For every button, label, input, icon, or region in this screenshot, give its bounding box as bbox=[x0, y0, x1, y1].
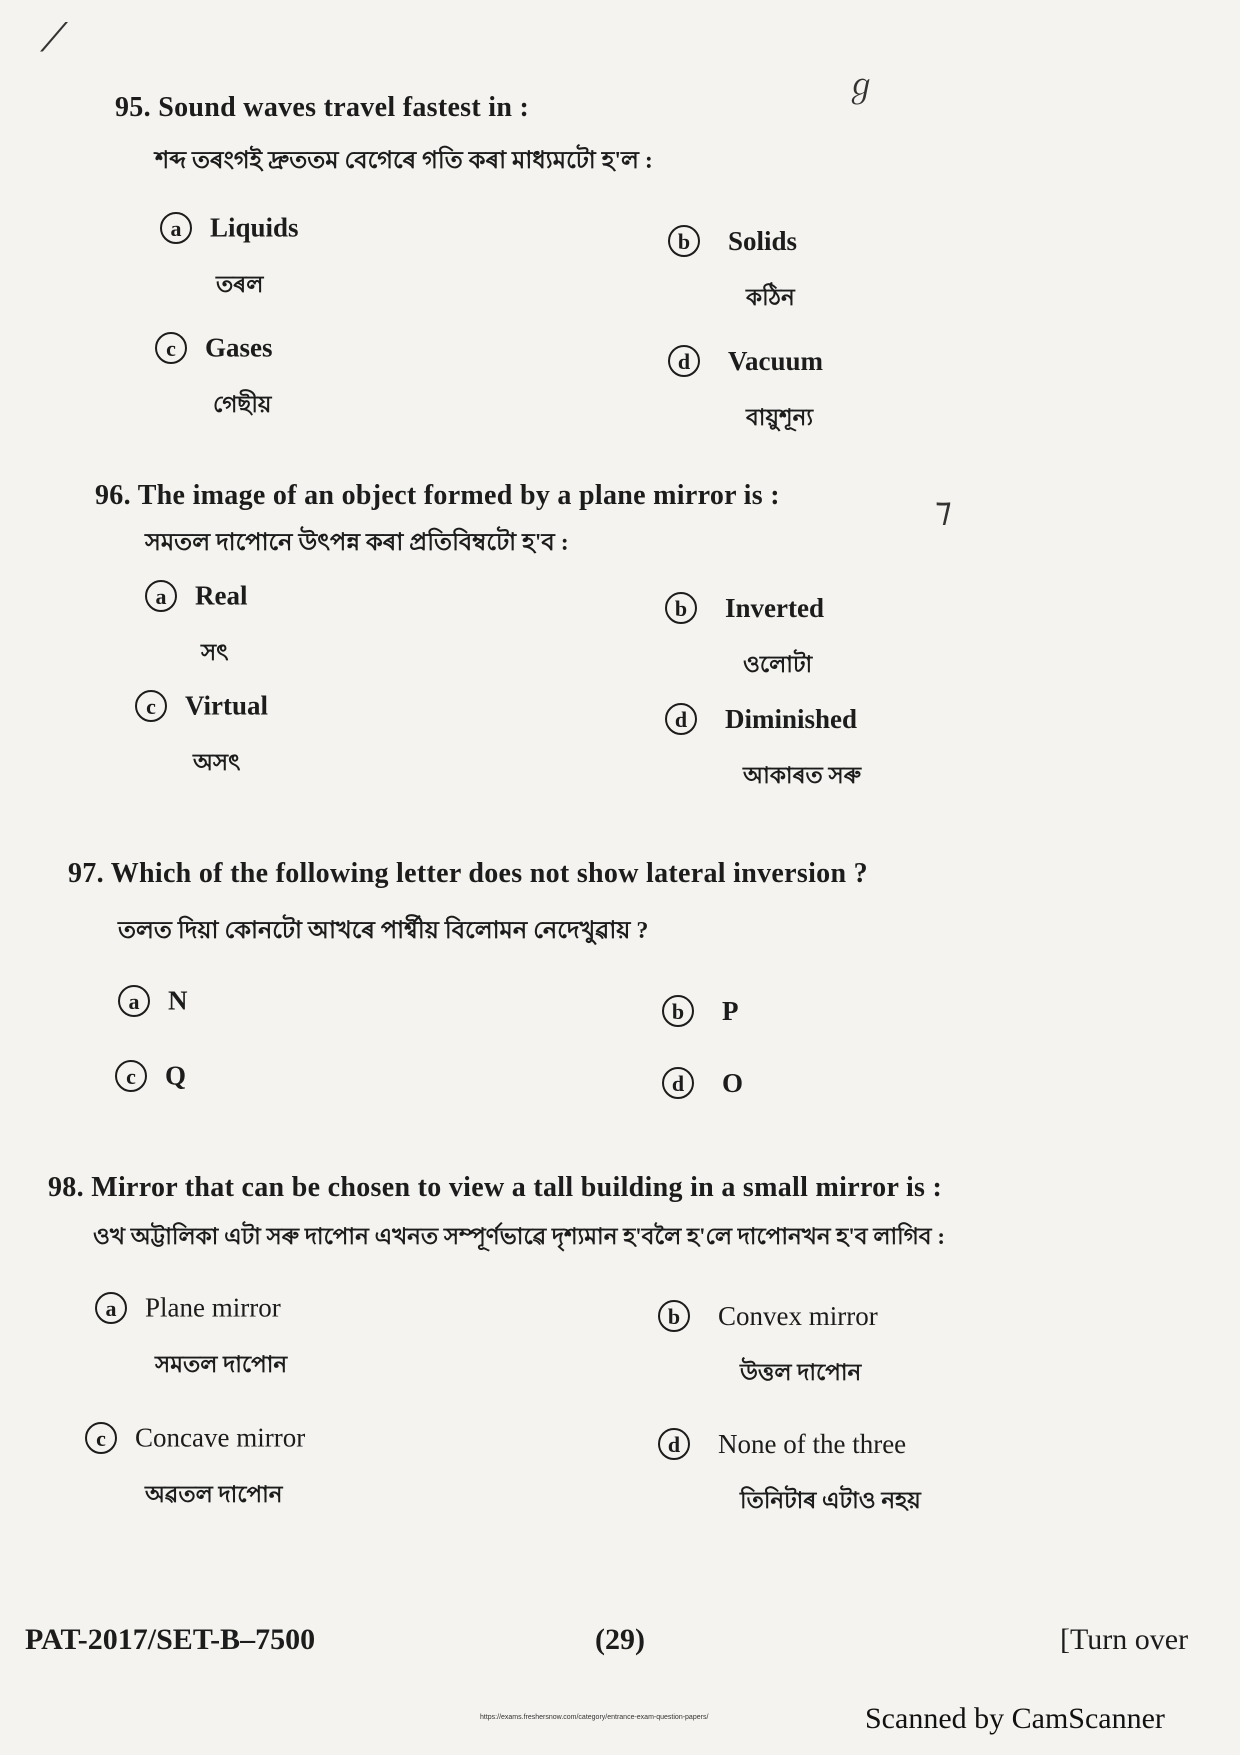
option-text: Concave mirror bbox=[135, 1422, 306, 1453]
option-text: N bbox=[168, 985, 188, 1016]
option-text: Liquids bbox=[210, 212, 299, 243]
option-text-assamese: গেছীয় bbox=[213, 392, 272, 417]
question-96 bbox=[95, 480, 780, 564]
option-text-assamese: ওলোটা bbox=[743, 652, 813, 677]
question-95 bbox=[115, 92, 653, 182]
option-text: None of the three bbox=[718, 1428, 907, 1459]
option-text: O bbox=[722, 1067, 744, 1098]
option-b[interactable] bbox=[665, 592, 824, 685]
option-label: a bbox=[160, 212, 192, 244]
option-label: c bbox=[135, 690, 167, 722]
question-text-assamese: তলত দিয়া কোনটো আখৰে পাৰ্শ্বীয় বিলোমন নেদেখুৱায় ? bbox=[118, 918, 649, 944]
question-title bbox=[115, 92, 653, 124]
tick-mark: ⟋ bbox=[40, 15, 68, 61]
question-98 bbox=[48, 1172, 945, 1257]
option-text: P bbox=[722, 995, 739, 1026]
option-label: d bbox=[665, 703, 697, 735]
option-text: Convex mirror bbox=[718, 1300, 878, 1331]
question-text-assamese: ওখ অট্টালিকা এটা সৰু দাপোন এখনত সম্পূৰ্ণভাৱে দৃশ্যমান হ'বলৈ হ'লে দাপোনখন হ'ব লাগিব : bbox=[93, 1224, 945, 1249]
option-label: c bbox=[85, 1422, 117, 1454]
option-label: c bbox=[155, 332, 187, 364]
question-title bbox=[68, 858, 868, 890]
option-label: d bbox=[668, 345, 700, 377]
question-text: Sound waves travel fastest in : bbox=[158, 92, 530, 123]
option-a[interactable] bbox=[95, 1292, 287, 1385]
option-b[interactable] bbox=[668, 225, 797, 318]
question-text-assamese: শব্দ তৰংগই দ্ৰুততম বেগেৰে গতি কৰা মাধ্যমটো হ'ল : bbox=[155, 148, 653, 174]
option-label: a bbox=[145, 580, 177, 612]
option-text-assamese: সমতল দাপোন bbox=[155, 1352, 288, 1377]
option-b[interactable] bbox=[662, 995, 739, 1027]
option-d[interactable] bbox=[662, 1067, 743, 1099]
tick-mark-mid: ⁊ bbox=[935, 490, 952, 530]
option-label: d bbox=[658, 1428, 690, 1460]
option-text-assamese: তৰল bbox=[216, 272, 264, 297]
option-b[interactable] bbox=[658, 1300, 878, 1393]
option-text-assamese: উত্তল দাপোন bbox=[740, 1360, 862, 1385]
option-a[interactable] bbox=[118, 985, 188, 1017]
source-url[interactable]: https://exams.freshersnow.com/category/entrance-exam-question-papers/ bbox=[480, 1714, 709, 1721]
option-label: a bbox=[118, 985, 150, 1017]
option-text: Inverted bbox=[725, 592, 824, 623]
tick-mark-top: ℊ bbox=[845, 66, 878, 104]
question-number: 96. bbox=[95, 480, 131, 511]
question-text: Which of the following letter does not show lateral inversion ? bbox=[110, 858, 868, 889]
option-text: Diminished bbox=[725, 703, 858, 734]
option-text: Virtual bbox=[185, 690, 268, 721]
option-c[interactable] bbox=[85, 1422, 305, 1515]
option-text-assamese: তিনিটাৰ এটাও নহয় bbox=[740, 1488, 921, 1513]
option-label: b bbox=[662, 995, 694, 1027]
turn-over: [Turn over bbox=[1060, 1623, 1189, 1656]
question-number: 97. bbox=[68, 858, 104, 889]
option-a[interactable] bbox=[160, 212, 299, 305]
page-number: (29) bbox=[595, 1623, 645, 1656]
option-a[interactable] bbox=[145, 580, 247, 673]
option-text-assamese: অসৎ bbox=[193, 750, 241, 775]
option-text-assamese: কঠিন bbox=[746, 285, 795, 310]
option-text: Q bbox=[165, 1060, 187, 1091]
option-c[interactable] bbox=[135, 690, 268, 783]
option-text: Gases bbox=[205, 332, 273, 363]
option-text-assamese: অৱতল দাপোন bbox=[145, 1482, 283, 1507]
question-97 bbox=[68, 858, 868, 952]
question-title bbox=[48, 1172, 945, 1204]
paper-code: PAT-2017/SET-B–7500 bbox=[25, 1623, 316, 1656]
option-c[interactable] bbox=[115, 1060, 186, 1092]
option-text: Solids bbox=[728, 225, 798, 256]
option-label: a bbox=[95, 1292, 127, 1324]
option-text: Vacuum bbox=[728, 345, 824, 376]
option-text-assamese: সৎ bbox=[201, 640, 229, 665]
question-title bbox=[95, 480, 780, 512]
question-text: Mirror that can be chosen to view a tall building in a small mirror is : bbox=[91, 1172, 943, 1203]
option-label: c bbox=[115, 1060, 147, 1092]
option-label: b bbox=[658, 1300, 690, 1332]
option-text-assamese: বায়ুশূন্য bbox=[746, 405, 814, 430]
option-d[interactable] bbox=[658, 1428, 921, 1521]
option-label: d bbox=[662, 1067, 694, 1099]
option-text-assamese: আকাৰত সৰু bbox=[743, 763, 862, 788]
question-number: 98. bbox=[48, 1172, 84, 1203]
camscanner-watermark: Scanned by CamScanner bbox=[865, 1702, 1165, 1735]
option-c[interactable] bbox=[155, 332, 273, 425]
option-d[interactable] bbox=[668, 345, 823, 438]
question-text: The image of an object formed by a plane mirror is : bbox=[137, 480, 780, 511]
option-label: b bbox=[665, 592, 697, 624]
question-number: 95. bbox=[115, 92, 151, 123]
option-text: Plane mirror bbox=[145, 1292, 281, 1323]
question-text-assamese: সমতল দাপোনে উৎপন্ন কৰা প্ৰতিবিম্বটো হ'ব : bbox=[145, 530, 569, 556]
option-text: Real bbox=[195, 580, 248, 611]
option-d[interactable] bbox=[665, 703, 861, 796]
option-label: b bbox=[668, 225, 700, 257]
